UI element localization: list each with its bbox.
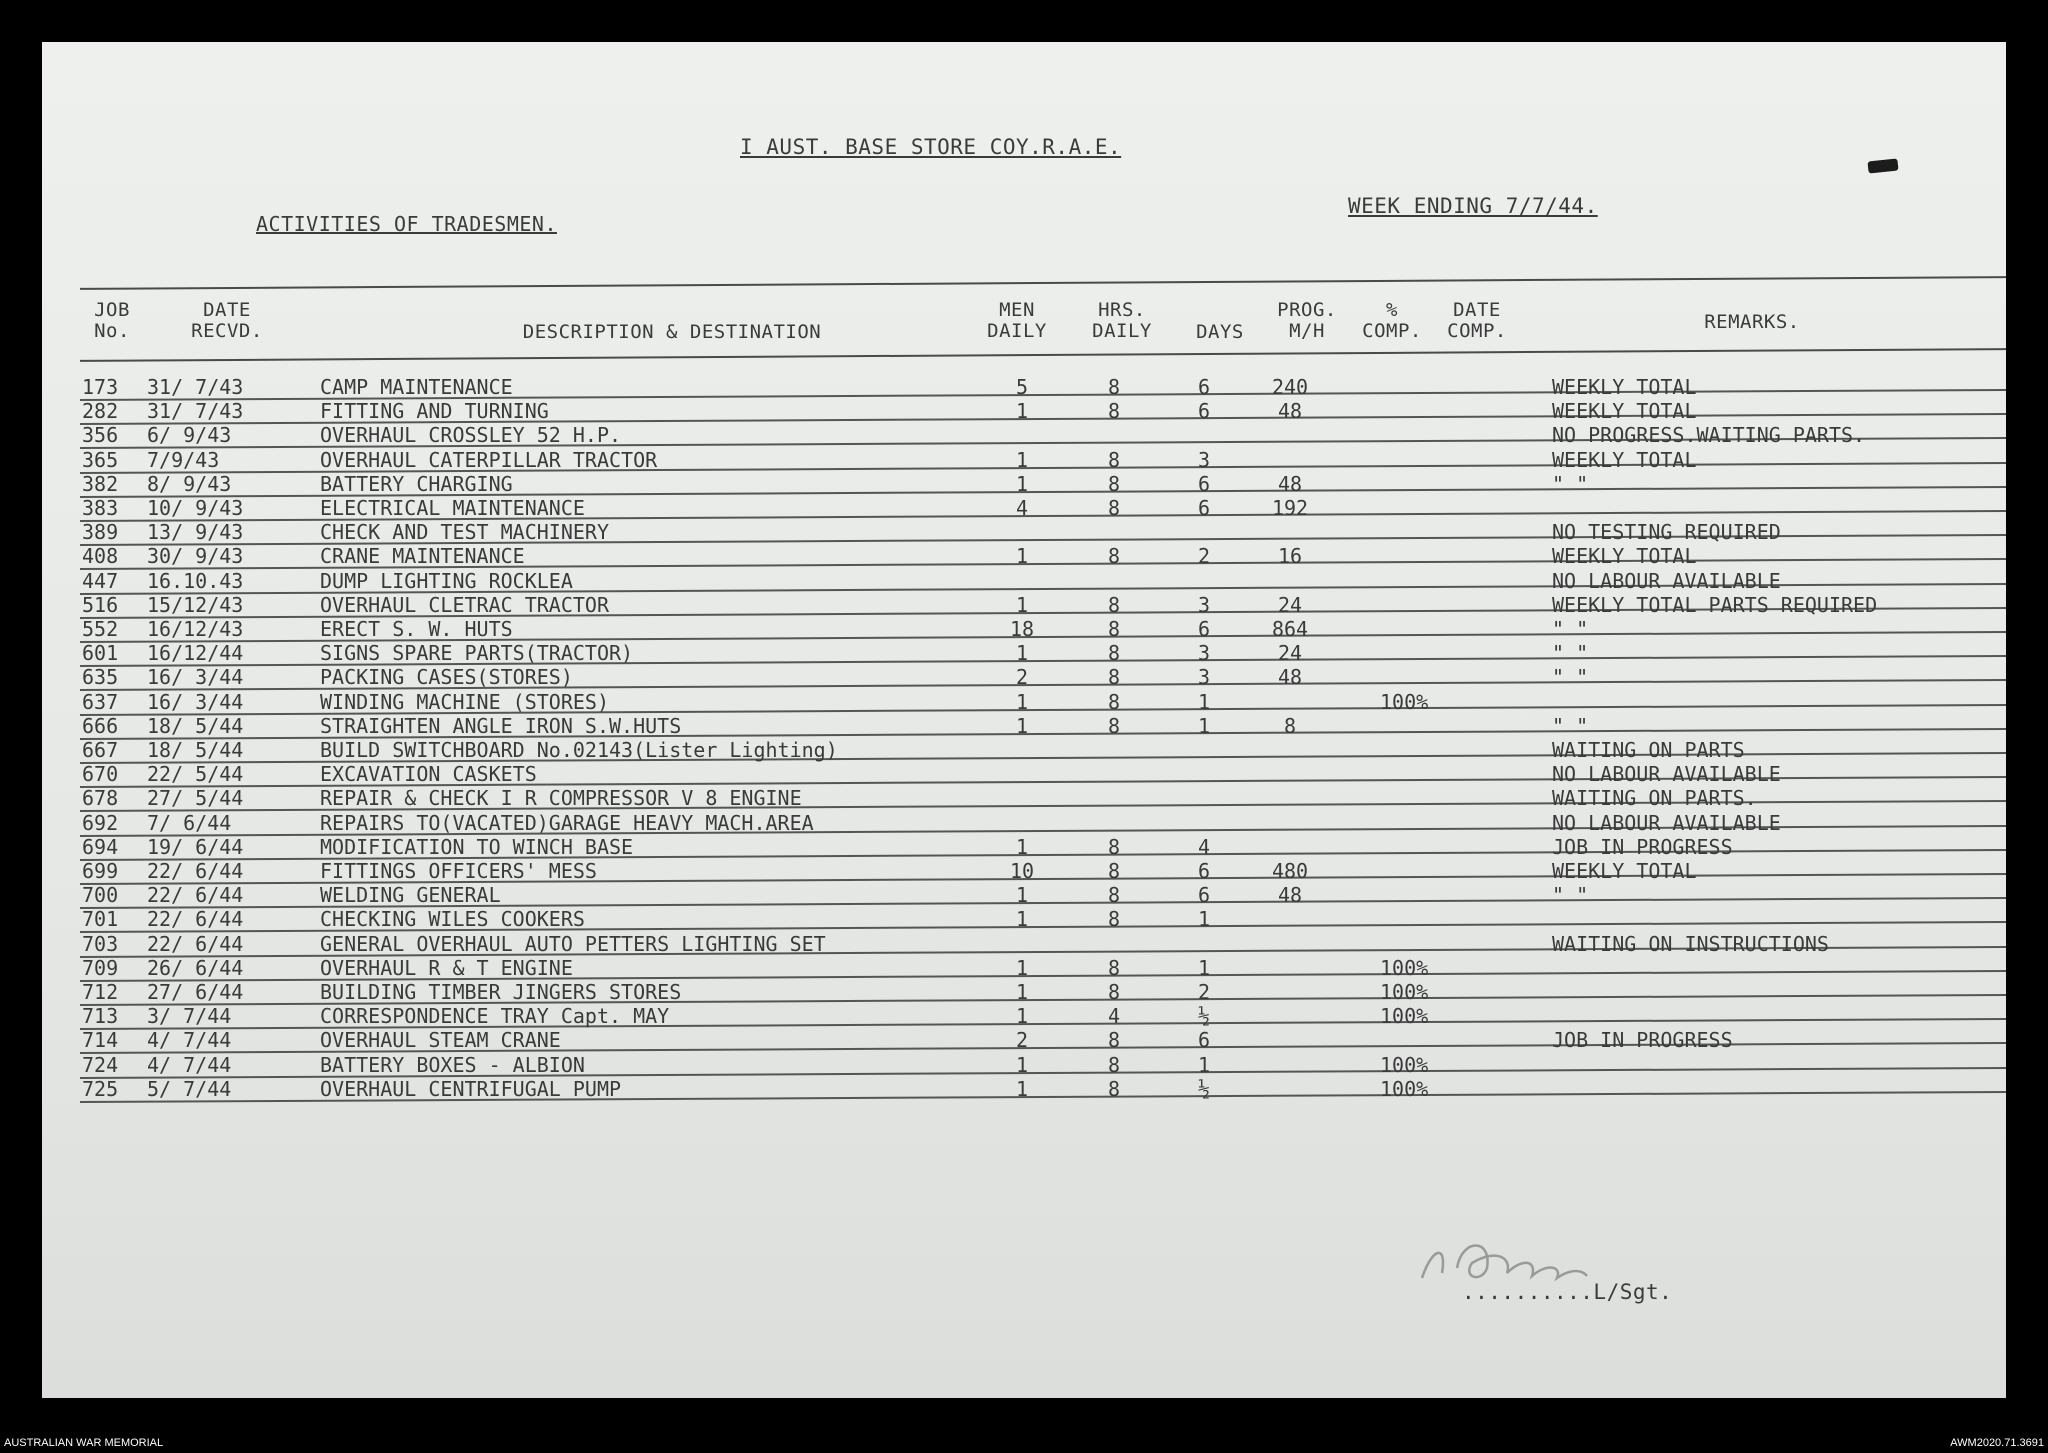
remarks: WEEKLY TOTAL — [1552, 399, 1697, 424]
header-line: COMP. — [1362, 320, 1422, 342]
header-line: RECVD. — [191, 320, 263, 342]
date-received: 30/ 9/43 — [147, 544, 244, 569]
days: 1 — [1197, 1052, 1211, 1077]
remarks: NO LABOUR AVAILABLE — [1552, 568, 1781, 593]
job-number: 666 — [82, 713, 119, 738]
date-received: 16/12/44 — [147, 641, 244, 666]
men-daily: 1 — [1015, 907, 1029, 932]
job-number: 670 — [82, 762, 119, 787]
prog-mh: 48 — [1277, 471, 1303, 496]
hours-daily: 8 — [1107, 907, 1121, 932]
date-received: 18/ 5/44 — [147, 713, 244, 738]
hours-daily: 8 — [1107, 1028, 1121, 1053]
men-daily: 1 — [1015, 1052, 1029, 1077]
hours-daily: 8 — [1107, 665, 1121, 690]
days: 6 — [1197, 617, 1211, 641]
remarks: WEEKLY TOTAL — [1552, 375, 1697, 399]
description: BATTERY CHARGING — [320, 471, 513, 496]
description: CORRESPONDENCE TRAY Capt. MAY — [320, 1004, 670, 1029]
percent-complete: 100% — [1380, 1076, 1429, 1101]
date-received: 26/ 6/44 — [147, 955, 244, 980]
header-line: DESCRIPTION & DESTINATION — [522, 321, 822, 343]
header-hrs-daily — [1072, 300, 1172, 342]
prog-mh: 16 — [1277, 544, 1303, 569]
remarks: " " — [1552, 665, 1589, 690]
description: CRANE MAINTENANCE — [320, 544, 525, 569]
hours-daily: 8 — [1107, 955, 1121, 980]
percent-complete: 100% — [1380, 1052, 1429, 1077]
description: OVERHAUL CENTRIFUGAL PUMP — [320, 1076, 622, 1101]
men-daily: 1 — [1015, 641, 1029, 666]
percent-complete: 100% — [1380, 980, 1429, 1004]
job-number: 383 — [82, 496, 119, 520]
men-daily: 5 — [1015, 375, 1029, 399]
men-daily: 1 — [1015, 980, 1029, 1004]
header-line: % — [1386, 299, 1398, 321]
header-line: MEN — [999, 299, 1035, 321]
prog-mh: 240 — [1271, 375, 1309, 399]
remarks: WEEKLY TOTAL — [1552, 859, 1697, 883]
remarks: " " — [1552, 641, 1589, 666]
job-number: 356 — [82, 423, 119, 448]
days: 6 — [1197, 883, 1211, 908]
header-pct-comp — [1347, 300, 1437, 342]
description: DUMP LIGHTING ROCKLEA — [320, 568, 573, 593]
job-number: 700 — [82, 883, 119, 908]
hours-daily: 8 — [1107, 834, 1121, 859]
remarks: WEEKLY TOTAL — [1552, 447, 1697, 472]
prog-mh: 24 — [1277, 592, 1303, 617]
description: MODIFICATION TO WINCH BASE — [320, 834, 634, 859]
description: BUILDING TIMBER JINGERS STORES — [320, 980, 682, 1004]
prog-mh: 24 — [1277, 641, 1303, 666]
header-line: DAILY — [1092, 320, 1152, 342]
job-number: 637 — [82, 689, 119, 714]
remarks: " " — [1552, 883, 1589, 908]
description: WELDING GENERAL — [320, 883, 501, 908]
men-daily: 1 — [1015, 1076, 1029, 1101]
description: FITTING AND TURNING — [320, 399, 549, 424]
header-prog-mh — [1262, 300, 1352, 342]
header-line: DATE — [203, 299, 251, 321]
job-number: 699 — [82, 859, 119, 883]
description: BUILD SWITCHBOARD No.02143(Lister Lighting) — [320, 738, 838, 762]
description: STRAIGHTEN ANGLE IRON S.W.HUTS — [320, 713, 682, 738]
job-number: 173 — [82, 375, 119, 399]
hours-daily: 8 — [1107, 980, 1121, 1004]
date-received: 13/ 9/43 — [147, 520, 244, 545]
header-job-no — [82, 300, 142, 342]
men-daily: 1 — [1015, 883, 1029, 908]
header-bottom-rule — [80, 348, 2006, 362]
job-number: 601 — [82, 641, 119, 666]
date-received: 22/ 6/44 — [147, 907, 244, 932]
description: OVERHAUL R & T ENGINE — [320, 955, 573, 980]
days: 6 — [1197, 375, 1211, 399]
hours-daily: 8 — [1107, 1052, 1121, 1077]
job-number: 694 — [82, 834, 119, 859]
ink-mark — [1867, 158, 1898, 173]
remarks: WAITING ON PARTS — [1552, 738, 1745, 762]
date-received: 19/ 6/44 — [147, 834, 244, 859]
hours-daily: 8 — [1107, 617, 1121, 641]
date-received: 27/ 5/44 — [147, 786, 244, 811]
men-daily: 1 — [1015, 1004, 1029, 1029]
days: 4 — [1197, 834, 1211, 859]
job-number: 447 — [82, 568, 119, 593]
description: OVERHAUL CLETRAC TRACTOR — [320, 592, 609, 617]
job-number: 713 — [82, 1004, 119, 1029]
men-daily: 1 — [1015, 689, 1029, 714]
days: 6 — [1197, 496, 1211, 520]
description: REPAIRS TO(VACATED)GARAGE HEAVY MACH.AREA — [320, 810, 814, 835]
remarks: WEEKLY TOTAL — [1552, 544, 1697, 569]
days: 6 — [1197, 1028, 1211, 1053]
footer-left: AUSTRALIAN WAR MEMORIAL — [4, 1437, 164, 1449]
hours-daily: 8 — [1107, 859, 1121, 883]
header-line: PROG. — [1277, 299, 1337, 321]
header-description — [462, 322, 882, 343]
prog-mh: 48 — [1277, 883, 1303, 908]
date-received: 22/ 6/44 — [147, 859, 244, 883]
header-men-daily — [972, 300, 1062, 342]
job-number: 709 — [82, 955, 119, 980]
hours-daily: 8 — [1107, 1076, 1121, 1101]
job-number: 667 — [82, 738, 119, 762]
date-received: 3/ 7/44 — [147, 1004, 232, 1029]
remarks: NO TESTING REQUIRED — [1552, 520, 1781, 545]
footer-right: AWM2020.71.3691 — [1950, 1437, 2044, 1449]
days: 1 — [1197, 689, 1211, 714]
men-daily: 4 — [1015, 496, 1029, 520]
percent-complete: 100% — [1380, 1004, 1429, 1029]
men-daily: 1 — [1015, 955, 1029, 980]
date-received: 5/ 7/44 — [147, 1076, 232, 1101]
description: WINDING MACHINE (STORES) — [320, 689, 609, 714]
date-received: 7/9/43 — [147, 447, 220, 472]
document-page — [42, 42, 2006, 1398]
days: 6 — [1197, 471, 1211, 496]
hours-daily: 4 — [1107, 1004, 1121, 1029]
days: 6 — [1197, 399, 1211, 424]
hours-daily: 8 — [1107, 883, 1121, 908]
header-line: HRS. — [1098, 299, 1146, 321]
signature-rank: ..........L/Sgt. — [1462, 1280, 1673, 1304]
men-daily: 1 — [1015, 713, 1029, 738]
description: FITTINGS OFFICERS' MESS — [320, 859, 597, 883]
job-number: 714 — [82, 1028, 119, 1053]
date-received: 18/ 5/44 — [147, 738, 244, 762]
days: 1 — [1197, 713, 1211, 738]
description: CAMP MAINTENANCE — [320, 375, 513, 399]
job-number: 282 — [82, 399, 119, 424]
days: 1 — [1197, 955, 1211, 980]
header-remarks — [1662, 312, 1842, 333]
job-number: 692 — [82, 810, 119, 835]
remarks: " " — [1552, 471, 1589, 496]
description: BATTERY BOXES - ALBION — [320, 1052, 585, 1077]
men-daily: 18 — [1009, 617, 1035, 641]
days: 3 — [1197, 592, 1211, 617]
days: 3 — [1197, 641, 1211, 666]
date-received: 16.10.43 — [147, 568, 244, 593]
hours-daily: 8 — [1107, 471, 1121, 496]
date-received: 6/ 9/43 — [147, 423, 232, 448]
hours-daily: 8 — [1107, 641, 1121, 666]
date-received: 10/ 9/43 — [147, 496, 244, 520]
remarks: " " — [1552, 617, 1589, 641]
men-daily: 1 — [1015, 447, 1029, 472]
date-received: 27/ 6/44 — [147, 980, 244, 1004]
job-number: 712 — [82, 980, 119, 1004]
remarks: JOB IN PROGRESS — [1552, 834, 1733, 859]
description: OVERHAUL CATERPILLAR TRACTOR — [320, 447, 658, 472]
header-date-comp — [1432, 300, 1522, 342]
date-received: 22/ 6/44 — [147, 883, 244, 908]
remarks: WEEKLY TOTAL PARTS REQUIRED — [1552, 592, 1878, 617]
hours-daily: 8 — [1107, 592, 1121, 617]
days: 2 — [1197, 980, 1211, 1004]
date-received: 22/ 5/44 — [147, 762, 244, 787]
hours-daily: 8 — [1107, 375, 1121, 399]
job-number: 724 — [82, 1052, 119, 1077]
percent-complete: 100% — [1380, 955, 1429, 980]
men-daily: 1 — [1015, 834, 1029, 859]
date-received: 4/ 7/44 — [147, 1028, 232, 1053]
date-received: 7/ 6/44 — [147, 810, 232, 835]
header-line: DATE — [1453, 299, 1501, 321]
header-line: M/H — [1289, 320, 1325, 342]
hours-daily: 8 — [1107, 496, 1121, 520]
job-number: 725 — [82, 1076, 119, 1101]
hours-daily: 8 — [1107, 399, 1121, 424]
job-number: 701 — [82, 907, 119, 932]
job-number: 382 — [82, 471, 119, 496]
date-received: 8/ 9/43 — [147, 471, 232, 496]
date-received: 15/12/43 — [147, 592, 244, 617]
hours-daily: 8 — [1107, 447, 1121, 472]
job-number: 365 — [82, 447, 119, 472]
description: SIGNS SPARE PARTS(TRACTOR) — [320, 641, 634, 666]
men-daily: 1 — [1015, 544, 1029, 569]
remarks: NO LABOUR AVAILABLE — [1552, 810, 1781, 835]
header-top-rule — [80, 276, 2006, 290]
job-number: 552 — [82, 617, 119, 641]
description: ELECTRICAL MAINTENANCE — [320, 496, 585, 520]
date-received: 4/ 7/44 — [147, 1052, 232, 1077]
days: 3 — [1197, 665, 1211, 690]
prog-mh: 48 — [1277, 665, 1303, 690]
remarks: WAITING ON INSTRUCTIONS — [1552, 931, 1829, 956]
percent-complete: 100% — [1380, 689, 1429, 714]
description: PACKING CASES(STORES) — [320, 665, 573, 690]
job-number: 678 — [82, 786, 119, 811]
prog-mh: 480 — [1271, 859, 1309, 883]
days: 2 — [1197, 544, 1211, 569]
unit-title: I AUST. BASE STORE COY.R.A.E. — [740, 135, 1122, 159]
prog-mh: 8 — [1283, 713, 1297, 738]
header-days — [1180, 322, 1260, 343]
men-daily: 1 — [1015, 399, 1029, 424]
section-title: ACTIVITIES OF TRADESMEN. — [256, 212, 557, 236]
job-number: 389 — [82, 520, 119, 545]
men-daily: 1 — [1015, 471, 1029, 496]
hours-daily: 8 — [1107, 544, 1121, 569]
men-daily: 2 — [1015, 1028, 1029, 1053]
remarks: " " — [1552, 713, 1589, 738]
description: CHECK AND TEST MACHINERY — [320, 520, 609, 545]
description: OVERHAUL CROSSLEY 52 H.P. — [320, 423, 622, 448]
remarks: JOB IN PROGRESS — [1552, 1028, 1733, 1053]
days: 3 — [1197, 447, 1211, 472]
job-number: 408 — [82, 544, 119, 569]
date-received: 16/ 3/44 — [147, 665, 244, 690]
header-date-recvd — [172, 300, 282, 342]
remarks: NO LABOUR AVAILABLE — [1552, 762, 1781, 787]
description: OVERHAUL STEAM CRANE — [320, 1028, 561, 1053]
header-line: DAILY — [987, 320, 1047, 342]
job-number: 703 — [82, 931, 119, 956]
prog-mh: 48 — [1277, 399, 1303, 424]
job-number: 516 — [82, 592, 119, 617]
date-received: 31/ 7/43 — [147, 375, 244, 399]
header-line: COMP. — [1447, 320, 1507, 342]
hours-daily: 8 — [1107, 713, 1121, 738]
header-line: JOB — [94, 299, 130, 321]
description: CHECKING WILES COOKERS — [320, 907, 585, 932]
remarks: WAITING ON PARTS. — [1552, 786, 1757, 811]
prog-mh: 192 — [1271, 496, 1309, 520]
date-received: 16/ 3/44 — [147, 689, 244, 714]
days: 6 — [1197, 859, 1211, 883]
hours-daily: 8 — [1107, 689, 1121, 714]
date-received: 16/12/43 — [147, 617, 244, 641]
header-line: REMARKS. — [1704, 311, 1800, 333]
days: ½ — [1197, 1076, 1211, 1101]
days: 1 — [1197, 907, 1211, 932]
description: REPAIR & CHECK I R COMPRESSOR V 8 ENGINE — [320, 786, 802, 811]
header-line: DAYS — [1196, 321, 1244, 343]
description: GENERAL OVERHAUL AUTO PETTERS LIGHTING SET — [320, 931, 826, 956]
men-daily: 1 — [1015, 592, 1029, 617]
description: EXCAVATION CASKETS — [320, 762, 537, 787]
men-daily: 2 — [1015, 665, 1029, 690]
date-received: 31/ 7/43 — [147, 399, 244, 424]
description: ERECT S. W. HUTS — [320, 617, 513, 641]
men-daily: 10 — [1009, 859, 1035, 883]
date-received: 22/ 6/44 — [147, 931, 244, 956]
job-number: 635 — [82, 665, 119, 690]
days: ½ — [1197, 1004, 1211, 1029]
header-line: No. — [94, 320, 130, 342]
week-ending: WEEK ENDING 7/7/44. — [1348, 194, 1598, 218]
prog-mh: 864 — [1271, 617, 1309, 641]
remarks: NO PROGRESS.WAITING PARTS. — [1552, 423, 1866, 448]
